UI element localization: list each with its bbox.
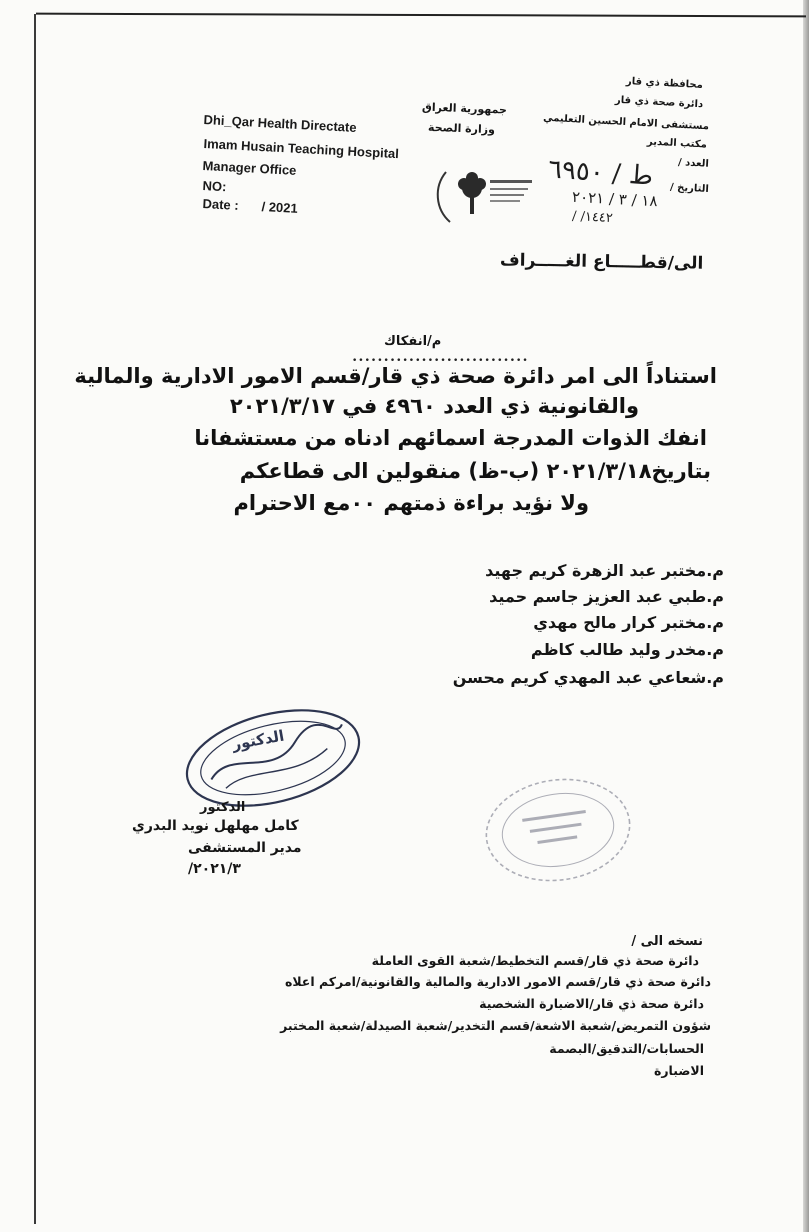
subject-line: م/انفكاك (384, 334, 442, 349)
list-item: م.مخدر وليد طالب كاظم (530, 640, 724, 659)
list-item: م.مختبر كرار مالح مهدي (533, 613, 724, 632)
page-edge-shadow (803, 0, 809, 1232)
header-directorate-ar: دائرة صحة ذي قار (614, 94, 704, 111)
handwritten-date: ١٨ / ٣ / ٢٠٢١ (571, 187, 659, 211)
ministry-logo (432, 162, 542, 230)
header-number-label: العدد / (677, 157, 710, 170)
header-hospital-en: Imam Husain Teaching Hospital (203, 136, 400, 162)
header-republic: جمهورية العراق (421, 100, 508, 117)
header-no-label: NO: (202, 178, 227, 195)
list-item: م.مختبر عبد الزهرة كريم جهيد (485, 561, 724, 580)
header-date-label-ar: التاريخ / (669, 181, 710, 196)
header-date-value: / 2021 (261, 199, 299, 216)
body-line-4: بتاريخ٢٠٢١/٣/١٨ (ب-ظ) منقولين الى قطاعكم (239, 459, 711, 483)
header-office-en: Manager Office (202, 158, 297, 178)
stamp-doctor-title: الدكتور (230, 726, 286, 754)
list-item: الحسابات/التدقيق/البصمة (549, 1041, 704, 1056)
list-item: دائرة صحة ذي قار/الاضبارة الشخصية (479, 996, 704, 1011)
list-item: الاضبارة (653, 1063, 704, 1078)
copies-title: نسخه الى / (631, 934, 703, 949)
signature-date: ٢٠٢١/٣/ (188, 861, 241, 877)
hospital-stamp-icon (478, 770, 638, 890)
header-ministry: وزارة الصحة (427, 120, 496, 137)
body-line-2: والقانونية ذي العدد ٤٩٦٠ في ٢٠٢١/٣/١٧ (229, 394, 639, 418)
handwritten-number: ط / ٦٩٥٠ (547, 154, 655, 192)
subject-underline-dots: •••••••••••••••••••••••••••• (352, 356, 529, 366)
hijri-date: / /١٤٤٢ (571, 208, 614, 227)
list-item: شؤون التمريض/شعبة الاشعة/قسم التخدير/شعبة الصيدلة/شعبة المختبر (280, 1018, 711, 1033)
body-line-5: ولا نؤيد براءة ذمتهم ٠٠مع الاحترام (233, 491, 589, 515)
body-line-1: استناداً الى امر دائرة صحة ذي قار/قسم الامور الادارية والمالية (74, 364, 717, 388)
recipient-line: الى/قطـــــاع الغـــــراف (499, 250, 704, 274)
list-item: دائرة صحة ذي قار/قسم التخطيط/شعبة القوى العاملة (371, 953, 699, 968)
page-left-border (34, 14, 36, 1224)
header-governorate: محافظة ذي قار (625, 75, 704, 92)
header-directorate-en: Dhi_Qar Health Directate (203, 112, 357, 135)
page-top-border (36, 13, 806, 18)
list-item: م.طبي عبد العزيز جاسم حميد (489, 587, 724, 606)
signature-name: كامل مهلهل نويد البدري (132, 818, 299, 834)
list-item: م.شعاعي عبد المهدي كريم محسن (452, 668, 724, 687)
signature-position: مدير المستشفى (188, 840, 302, 856)
header-office-ar: مكتب المدير (646, 136, 708, 151)
header-hospital-ar: مستشفى الامام الحسين التعليمي (542, 112, 710, 133)
list-item: دائرة صحة ذي قار/قسم الامور الادارية والمالية والقانونية/امركم اعلاه (284, 974, 711, 989)
header-date-label: Date : (202, 196, 240, 213)
signature-title: الدكتور (200, 800, 246, 815)
body-line-3: انفك الذوات المدرجة اسمائهم ادناه من مستشفانا (194, 426, 707, 450)
